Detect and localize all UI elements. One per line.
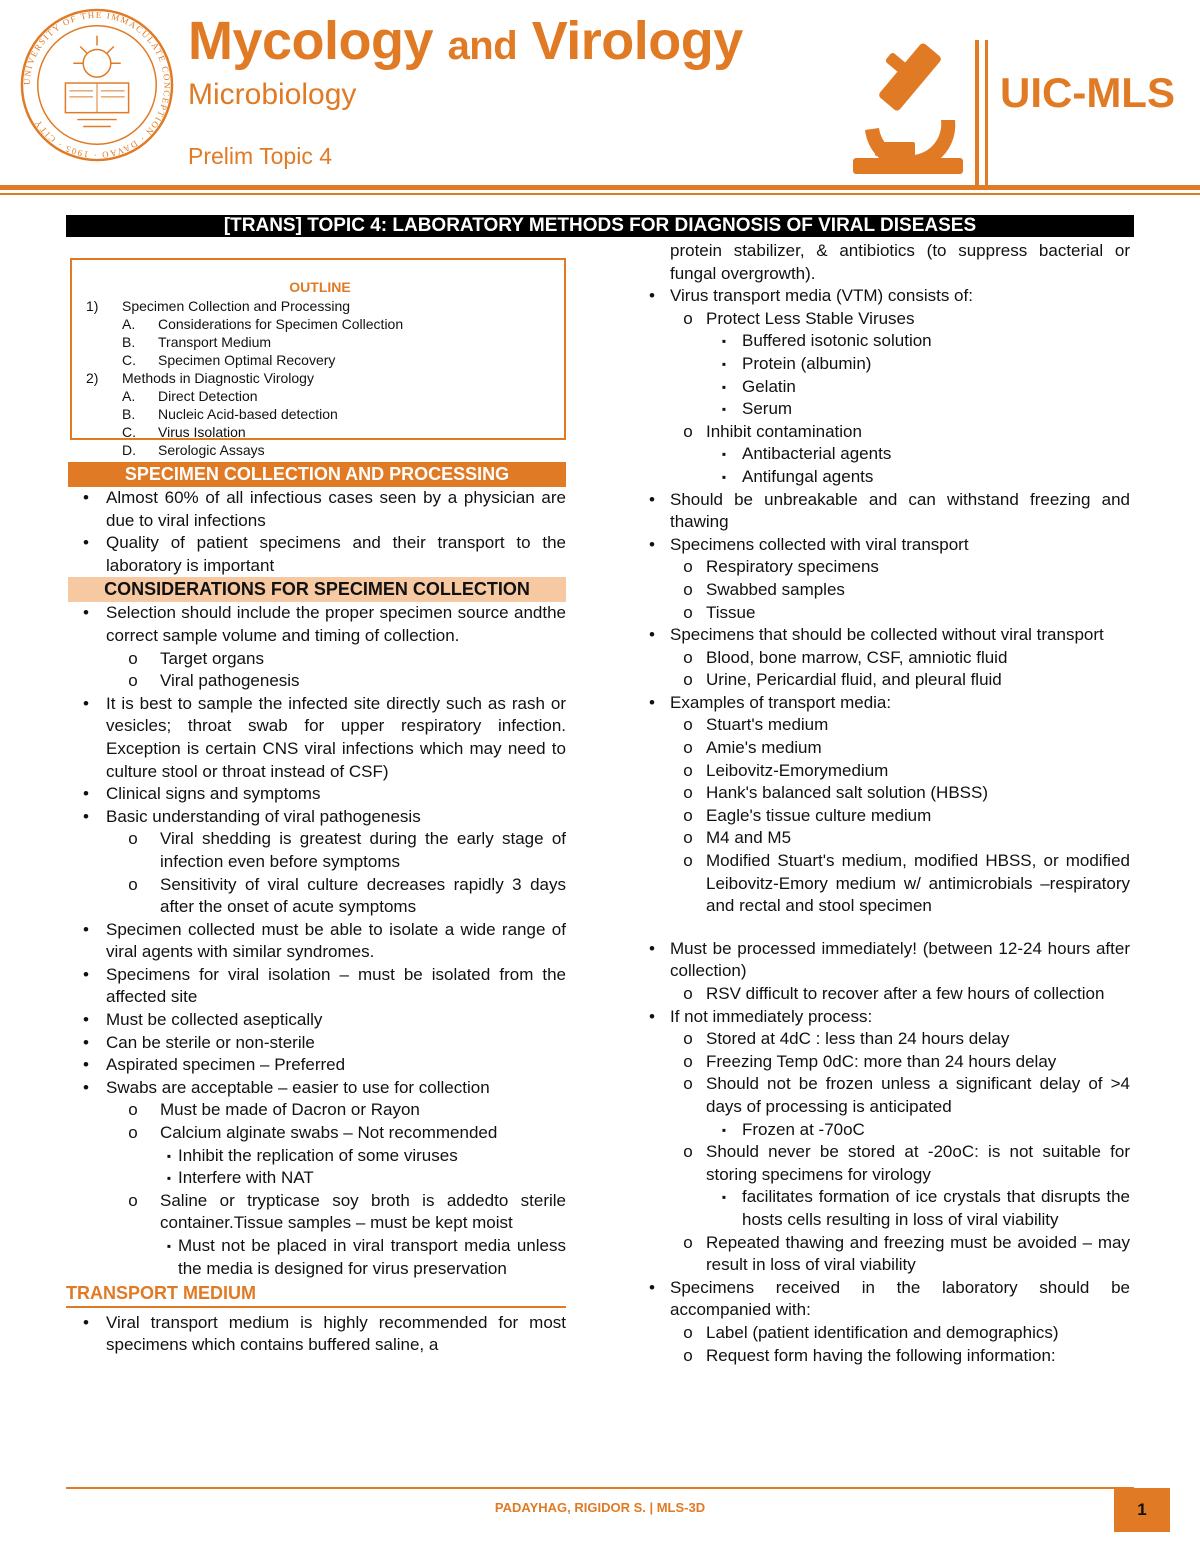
list-item-text: Frozen at -70oC: [742, 1119, 865, 1139]
list-item-text: Should be unbreakable and can withstand freezing and thawing: [670, 489, 1130, 532]
list-item-text: Inhibit the replication of some viruses: [178, 1145, 458, 1165]
list-item-text: Stuart's medium: [706, 715, 829, 735]
list-item: [634, 466, 1130, 489]
bullet-dot-icon: •: [83, 533, 89, 553]
section-considerations: [66, 602, 566, 1280]
list-item: [66, 964, 566, 1009]
outline-item-number: C.: [122, 424, 136, 440]
outline-item-label: Serologic Assays: [158, 442, 265, 458]
list-item: [66, 1167, 566, 1190]
list-item: [634, 647, 1130, 670]
outline-item-label: Methods in Diagnostic Virology: [122, 370, 314, 386]
page-number: 1: [1114, 1488, 1170, 1532]
outline-item-number: A.: [122, 316, 136, 332]
bullet-circle-icon: o: [683, 851, 693, 871]
list-item: [634, 760, 1130, 783]
list-item-text: Leibovitz-Emorymedium: [706, 760, 889, 780]
bullet-circle-icon: o: [683, 1051, 693, 1071]
outline-item: [86, 441, 554, 459]
list-item: [66, 874, 566, 919]
list-item-text: Sensitivity of viral culture decreases rapidly 3 days after the onset of acute symptoms: [160, 874, 566, 917]
transport-media-list: [634, 240, 1130, 918]
list-item-text: Target organs: [160, 648, 264, 668]
list-item: [66, 1312, 566, 1357]
bullet-circle-icon: o: [128, 829, 138, 849]
list-item: [66, 670, 566, 693]
list-item-text: RSV difficult to recover after a few hours of collection: [706, 984, 1105, 1003]
list-item-text: Stored at 4dC : less than 24 hours delay: [706, 1029, 1010, 1049]
bullet-dot-icon: •: [83, 919, 89, 939]
bullet-square-icon: ▪: [721, 402, 727, 417]
list-item-text: Inhibit contamination: [706, 421, 862, 441]
bullet-circle-icon: o: [683, 760, 693, 780]
bullet-square-icon: ▪: [721, 334, 727, 349]
bullet-square-icon: ▪: [166, 1171, 172, 1186]
list-item: [634, 353, 1130, 376]
list-item-text: If not immediately process:: [670, 1006, 873, 1026]
bullet-square-icon: ▪: [721, 1190, 727, 1205]
header-rule: [0, 185, 1200, 190]
outline-title: OUTLINE: [289, 279, 351, 295]
list-item-text: Clinical signs and symptoms: [106, 784, 321, 804]
list-item-text: It is best to sample the infected site directly such as rash or vesicles; throat swab for upper respiratory infection. Exception is certain CNS viral infections which may need to culture stool or throat instead of CSF): [106, 693, 566, 781]
bullet-dot-icon: •: [83, 1055, 89, 1075]
list-item-text: Urine, Pericardial fluid, and pleural fluid: [706, 670, 1002, 690]
bullet-circle-icon: o: [683, 783, 693, 803]
outline-item: [86, 405, 554, 423]
list-item: [66, 1077, 566, 1100]
list-item: [634, 308, 1130, 331]
section-header-specimen-collection: SPECIMEN COLLECTION AND PROCESSING: [68, 462, 566, 487]
outline-item-label: Nucleic Acid-based detection: [158, 406, 338, 422]
outline-item-number: B.: [122, 334, 136, 350]
list-item: [66, 602, 566, 647]
list-item: [634, 602, 1130, 625]
list-item-text: Request form having the following information:: [706, 1345, 1056, 1365]
section-specimen-collection: [66, 487, 566, 577]
microscope-icon: [835, 40, 985, 190]
list-item-text: Blood, bone marrow, CSF, amniotic fluid: [706, 647, 1008, 667]
list-item-text: Must be processed immediately! (between 12-24 hours after collection): [670, 938, 1130, 981]
outline-item-label: Transport Medium: [158, 334, 272, 350]
list-item-text: Tissue: [706, 602, 756, 622]
list-item: [634, 983, 1130, 1006]
bullet-dot-icon: •: [649, 625, 655, 645]
list-item: [634, 398, 1130, 421]
list-item-text: Gelatin: [742, 376, 796, 396]
bullet-circle-icon: o: [683, 602, 693, 622]
list-item: [66, 1032, 566, 1055]
bullet-dot-icon: •: [649, 489, 655, 509]
bullet-circle-icon: o: [683, 647, 693, 667]
bullet-circle-icon: o: [128, 874, 138, 894]
outline-item-number: B.: [122, 406, 136, 422]
list-item-text: Modified Stuart's medium, modified HBSS, or modified Leibovitz-Emory medium w/ antimicrobials –respiratory and rectal and stool specimen: [706, 851, 1130, 916]
bullet-circle-icon: o: [683, 1232, 693, 1252]
outline-item: [86, 351, 554, 369]
bullet-circle-icon: o: [683, 1029, 693, 1049]
bullet-square-icon: ▪: [721, 379, 727, 394]
bullet-dot-icon: •: [649, 692, 655, 712]
list-item: [634, 1141, 1130, 1186]
bullet-circle-icon: o: [683, 308, 693, 328]
bullet-square-icon: ▪: [166, 1239, 172, 1253]
right-column: [634, 240, 1130, 1367]
bullet-dot-icon: •: [83, 603, 89, 623]
bullet-circle-icon: o: [128, 1123, 138, 1143]
outline-item: [86, 387, 554, 405]
list-item: [634, 1006, 1130, 1029]
bullet-circle-icon: o: [683, 738, 693, 758]
list-item: [634, 579, 1130, 602]
list-item: [66, 1009, 566, 1032]
list-item: [634, 1051, 1130, 1074]
list-item-text: Freezing Temp 0dC: more than 24 hours delay: [706, 1051, 1057, 1071]
bullet-circle-icon: o: [128, 1100, 138, 1120]
bullet-square-icon: ▪: [721, 1122, 727, 1137]
list-item: [634, 443, 1130, 466]
bullet-circle-icon: o: [683, 1345, 693, 1365]
bullet-circle-icon: o: [683, 579, 693, 599]
list-item: [634, 1345, 1130, 1368]
list-item: [634, 376, 1130, 399]
list-item: [66, 919, 566, 964]
list-item-text: M4 and M5: [706, 828, 792, 848]
bullet-dot-icon: •: [83, 1312, 89, 1332]
topic-label: Prelim Topic 4: [188, 143, 333, 169]
list-item-text: facilitates formation of ice crystals that disrupts the hosts cells resulting in loss of viral viability: [742, 1187, 1130, 1229]
bullet-circle-icon: o: [683, 421, 693, 441]
outline-item-number: 1): [86, 298, 99, 314]
section-header-transport-medium: TRANSPORT MEDIUM: [66, 1282, 566, 1308]
list-item-text: Serum: [742, 399, 793, 419]
bullet-dot-icon: •: [83, 964, 89, 984]
list-item: [66, 783, 566, 806]
outline-item: [86, 315, 554, 333]
bullet-dot-icon: •: [649, 1006, 655, 1026]
list-item-text: Specimen collected must be able to isolate a wide range of viral agents with similar syndromes.: [106, 919, 566, 962]
list-item-text: Calcium alginate swabs – Not recommended: [160, 1123, 498, 1143]
list-item-text: Quality of patient specimens and their transport to the laboratory is important: [106, 533, 566, 575]
university-seal-logo: [18, 6, 176, 164]
outline-item-number: C.: [122, 352, 136, 368]
bullet-circle-icon: o: [683, 805, 693, 825]
list-item: [66, 648, 566, 671]
brand-label: UIC-MLS: [1000, 69, 1175, 116]
bullet-circle-icon: o: [128, 671, 138, 691]
bullet-dot-icon: •: [649, 1277, 655, 1297]
list-item-text: Should not be frozen unless a significant delay of >4 days of processing is anticipated: [706, 1074, 1130, 1116]
bullet-circle-icon: o: [683, 1322, 693, 1342]
list-item: [634, 1232, 1130, 1277]
list-item: [66, 1145, 566, 1168]
outline-item-number: D.: [122, 442, 136, 458]
list-item: [634, 782, 1130, 805]
list-item: [66, 828, 566, 873]
outline-item: [86, 333, 554, 351]
list-item-text: Basic understanding of viral pathogenesis: [106, 806, 421, 826]
outline-item-label: Direct Detection: [158, 388, 258, 404]
list-item-text: Viral shedding is greatest during the early stage of infection even before symptoms: [160, 829, 566, 871]
left-column: [66, 258, 566, 1357]
list-item: [634, 850, 1130, 918]
bullet-circle-icon: o: [683, 715, 693, 735]
list-item-text: Almost 60% of all infectious cases seen by a physician are due to viral infections: [106, 488, 566, 530]
list-item-text: Swabbed samples: [706, 579, 845, 599]
bullet-dot-icon: •: [83, 1032, 89, 1052]
list-item: [634, 692, 1130, 715]
list-item-text: Antibacterial agents: [742, 444, 892, 464]
bullet-circle-icon: o: [683, 984, 693, 1003]
list-item: [634, 805, 1130, 828]
outline-item-label: Specimen Optimal Recovery: [158, 352, 336, 368]
bullet-square-icon: ▪: [166, 1148, 172, 1163]
bullet-dot-icon: •: [83, 1077, 89, 1097]
list-item-text: Interfere with NAT: [178, 1168, 314, 1188]
outline-item-label: Specimen Collection and Processing: [122, 298, 351, 314]
outline-item-label: Considerations for Specimen Collection: [158, 316, 404, 332]
section-transport-medium: [66, 1312, 566, 1357]
bullet-dot-icon: •: [649, 286, 655, 306]
list-item: [634, 1028, 1130, 1051]
outline-item: [86, 297, 554, 315]
bullet-square-icon: ▪: [721, 356, 727, 371]
bullet-circle-icon: o: [683, 1074, 693, 1094]
list-item: [66, 532, 566, 577]
list-item-text: Protect Less Stable Viruses: [706, 308, 915, 328]
list-item-text: Respiratory specimens: [706, 557, 879, 577]
bullet-circle-icon: o: [683, 670, 693, 690]
list-item: [66, 693, 566, 783]
list-item-text: Viral transport medium is highly recommended for most specimens which contains buffered saline, a: [106, 1312, 566, 1355]
list-item: [66, 806, 566, 829]
bullet-dot-icon: •: [83, 488, 89, 507]
list-item-text: Protein (albumin): [742, 353, 872, 373]
bullet-dot-icon: •: [83, 806, 89, 826]
outline-item: [86, 423, 554, 441]
list-item: [634, 1322, 1130, 1345]
header-divider: [975, 40, 979, 185]
list-item: [634, 240, 1130, 285]
list-item: [634, 938, 1130, 983]
list-item: [634, 1277, 1130, 1322]
outline-list: [86, 297, 554, 459]
bullet-dot-icon: •: [83, 784, 89, 804]
list-item: [634, 421, 1130, 444]
list-item-text: Specimens received in the laboratory should be accompanied with:: [670, 1277, 1130, 1320]
list-item: [634, 624, 1130, 647]
processing-list: [634, 938, 1130, 1367]
list-item: [634, 489, 1130, 534]
list-item-text: Specimens that should be collected without viral transport: [670, 625, 1104, 645]
list-item: [634, 330, 1130, 353]
topic-banner: [TRANS] TOPIC 4: LABORATORY METHODS FOR DIAGNOSIS OF VIRAL DISEASES: [66, 215, 1134, 237]
list-item-text: Eagle's tissue culture medium: [706, 805, 932, 825]
list-item-text: Specimens for viral isolation – must be isolated from the affected site: [106, 964, 566, 1007]
footer-rule: [66, 1487, 1134, 1489]
outline-box: [70, 258, 566, 458]
bullet-circle-icon: o: [128, 648, 138, 668]
bullet-square-icon: ▪: [721, 469, 727, 484]
list-item: [66, 487, 566, 532]
svg-text:UNIVERSITY OF THE IMMACULATE C: UNIVERSITY OF THE IMMACULATE CONCEPTION · DAVAO · 1905 · CITY: [21, 9, 173, 161]
list-item: [66, 1099, 566, 1122]
list-item-text: Can be sterile or non-sterile: [106, 1032, 315, 1052]
page-title: Mycology and Virology: [188, 11, 743, 71]
outline-item-number: 2): [86, 370, 99, 386]
list-item-text: Examples of transport media:: [670, 692, 892, 712]
list-item: [66, 1054, 566, 1077]
list-item-text: Antifungal agents: [742, 466, 874, 486]
outline-item-number: A.: [122, 388, 136, 404]
bullet-dot-icon: •: [83, 693, 89, 713]
list-item: [66, 1190, 566, 1235]
list-item-text: protein stabilizer, & antibiotics (to suppress bacterial or fungal overgrowth).: [670, 241, 1130, 283]
bullet-dot-icon: •: [649, 534, 655, 554]
page-subtitle: Microbiology: [188, 78, 357, 111]
list-item-text: Should never be stored at -20oC: is not suitable for storing specimens for virology: [706, 1142, 1130, 1184]
list-item-text: Specimens collected with viral transport: [670, 534, 969, 554]
list-item: [634, 827, 1130, 850]
header-divider-2: [985, 40, 988, 185]
bullet-circle-icon: o: [683, 1142, 693, 1162]
list-item-text: Amie's medium: [706, 738, 822, 758]
list-item: [66, 1122, 566, 1145]
bullet-circle-icon: o: [683, 828, 693, 848]
list-item: [634, 285, 1130, 308]
list-item-text: Selection should include the proper specimen source andthe correct sample volume and timing of collection.: [106, 603, 566, 645]
bullet-square-icon: ▪: [721, 447, 727, 462]
list-item: [634, 737, 1130, 760]
bullet-circle-icon: o: [683, 557, 693, 577]
list-item-text: Label (patient identification and demographics): [706, 1322, 1059, 1342]
bullet-circle-icon: o: [128, 1190, 138, 1210]
list-item: [66, 1235, 566, 1280]
list-item-text: Virus transport media (VTM) consists of:: [670, 286, 973, 306]
list-item-text: Buffered isotonic solution: [742, 331, 932, 351]
list-item-text: Must not be placed in viral transport media unless the media is designed for virus preservation: [178, 1236, 566, 1278]
list-item-text: Aspirated specimen – Preferred: [106, 1055, 346, 1075]
outline-item: [86, 369, 554, 387]
list-item: [634, 669, 1130, 692]
list-item-text: Saline or trypticase soy broth is addedto sterile container.Tissue samples – must be kept moist: [160, 1190, 566, 1233]
list-item-text: Viral pathogenesis: [160, 671, 300, 691]
list-item-text: Must be made of Dacron or Rayon: [160, 1100, 420, 1120]
footer-author: PADAYHAG, RIGIDOR S. | MLS-3D: [494, 1500, 706, 1515]
bullet-dot-icon: •: [649, 938, 655, 958]
list-item: [634, 1073, 1130, 1118]
list-item-text: Swabs are acceptable – easier to use for collection: [106, 1077, 490, 1097]
bullet-dot-icon: •: [83, 1010, 89, 1030]
list-item: [634, 556, 1130, 579]
list-item-text: Hank's balanced salt solution (HBSS): [706, 783, 988, 803]
list-item: [634, 534, 1130, 557]
header-rule-thin: [0, 193, 1200, 195]
list-item-text: Repeated thawing and freezing must be avoided – may result in loss of viral viability: [706, 1232, 1130, 1275]
list-item: [634, 1186, 1130, 1231]
list-item-text: Must be collected aseptically: [106, 1010, 323, 1030]
section-header-considerations: CONSIDERATIONS FOR SPECIMEN COLLECTION: [68, 577, 566, 602]
outline-item-label: Virus Isolation: [158, 424, 246, 440]
list-item: [634, 714, 1130, 737]
list-item: [634, 1119, 1130, 1142]
